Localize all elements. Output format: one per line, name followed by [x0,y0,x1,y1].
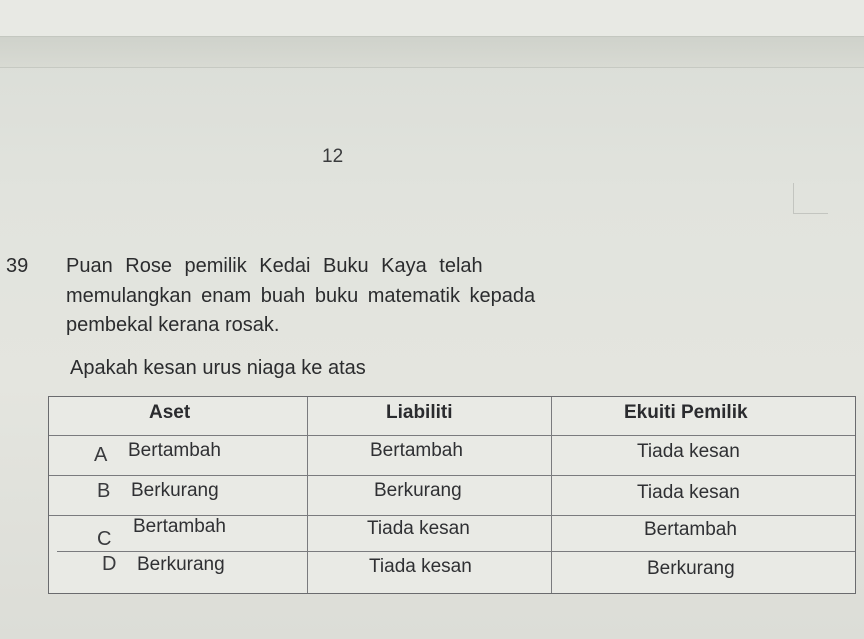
header-liabiliti: Liabiliti [386,402,453,423]
row-c-aset: Bertambah [133,516,226,537]
table-rule [49,435,855,436]
table-rule [307,397,308,593]
row-a-liabiliti: Bertambah [370,440,463,461]
question-line-2: memulangkan enam buah buku matematik kepada [66,285,536,307]
question-line-1: Puan Rose pemilik Kedai Buku Kaya telah [66,255,483,277]
table-rule [57,551,855,552]
row-a-ekuiti: Tiada kesan [637,441,740,462]
header-ekuiti-pemilik: Ekuiti Pemilik [624,402,748,423]
row-c-ekuiti: Bertambah [644,519,737,540]
table-rule [49,475,855,476]
table-rule [551,397,552,593]
row-d-aset: Berkurang [137,554,225,575]
question-number: 39 [6,255,29,277]
option-label-c: C [97,528,112,550]
option-label-d: D [102,553,117,575]
answer-table [48,396,856,594]
question-prompt: Apakah kesan urus niaga ke atas [70,357,366,379]
option-label-b: B [97,480,111,502]
page-number: 12 [322,146,344,167]
row-a-aset: Bertambah [128,440,221,461]
row-b-aset: Berkurang [131,480,219,501]
page-top-band [0,36,864,68]
row-d-liabiliti: Tiada kesan [369,556,472,577]
row-c-liabiliti: Tiada kesan [367,518,470,539]
row-b-liabiliti: Berkurang [374,480,462,501]
header-aset: Aset [149,402,191,423]
row-d-ekuiti: Berkurang [647,558,735,579]
row-b-ekuiti: Tiada kesan [637,482,740,503]
page-top-margin [0,0,864,36]
corner-mark [793,183,828,214]
option-label-a: A [94,444,108,466]
question-line-3: pembekal kerana rosak. [66,314,280,336]
